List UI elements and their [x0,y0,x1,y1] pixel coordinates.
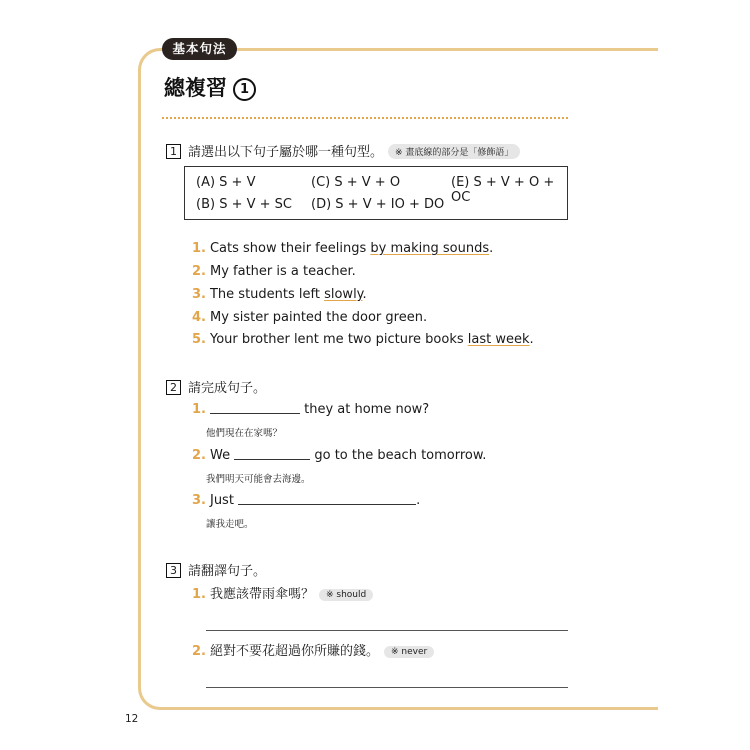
section3-instruction: 請翻譯句子。 [188,564,267,579]
s1-item-1: 1. Cats show their feelings by making sounds. [192,241,494,256]
s1-item-4: 4. My sister painted the door green. [192,310,428,325]
s2-hint-3: 讓我走吧。 [206,519,254,530]
dotted-divider [162,117,568,119]
section2-instruction: 請完成句子。 [188,381,267,396]
modifier-underline: by making sounds [370,241,490,256]
s2-item-1: 1. they at home now? [192,402,430,417]
section3-heading [166,560,266,579]
page-title: 總複習 1 [164,72,256,102]
option-e: (E) S + V + O + OC [451,175,555,205]
s2-hint-2: 我們明天可能會去海邊。 [206,474,311,485]
answer-line[interactable] [206,630,568,631]
section2-number: 2 [166,380,181,395]
s2-hint-1: 他們現在在家嗎？ [206,428,283,439]
s1-item-2: 2. My father is a teacher. [192,264,356,279]
section1-instruction: 請選出以下句子屬於哪一種句型。 [188,145,384,160]
option-c: (C) S + V + O [311,175,401,190]
section1-heading [166,141,520,160]
page-number: 12 [125,713,139,725]
s2-item-2: 2. We go to the beach tomorrow. [192,448,487,463]
s2-item-3: 3. Just . [192,493,421,508]
options-box [184,166,568,220]
section-label: 基本句法 [162,38,237,60]
answer-line[interactable] [206,687,568,688]
option-d: (D) S + V + IO + DO [311,197,445,212]
section3-number: 3 [166,563,181,578]
s3-note-2: ※ never [384,646,434,658]
option-a: (A) S + V [196,175,256,190]
s1-item-3: 3. The students left slowly. [192,287,367,302]
s1-item-5: 5. Your brother lent me two picture books last week. [192,332,534,347]
s3-item-1: 1. 我應該帶雨傘嗎？ ※ should [192,583,373,602]
s3-item-2: 2. 絕對不要花超過你所賺的錢。 ※ never [192,640,434,659]
title-number-badge: 1 [233,78,256,101]
modifier-underline: last week [467,332,530,347]
modifier-underline: slowly [324,287,363,302]
section2-heading [166,377,266,396]
answer-blank[interactable] [210,401,300,414]
section1-number: 1 [166,144,181,159]
section1-note: ※ 畫底線的部分是「修飾語」 [388,144,520,159]
option-b: (B) S + V + SC [196,197,292,212]
answer-blank[interactable] [234,447,310,460]
answer-blank[interactable] [238,492,416,505]
s3-note-1: ※ should [319,589,373,601]
